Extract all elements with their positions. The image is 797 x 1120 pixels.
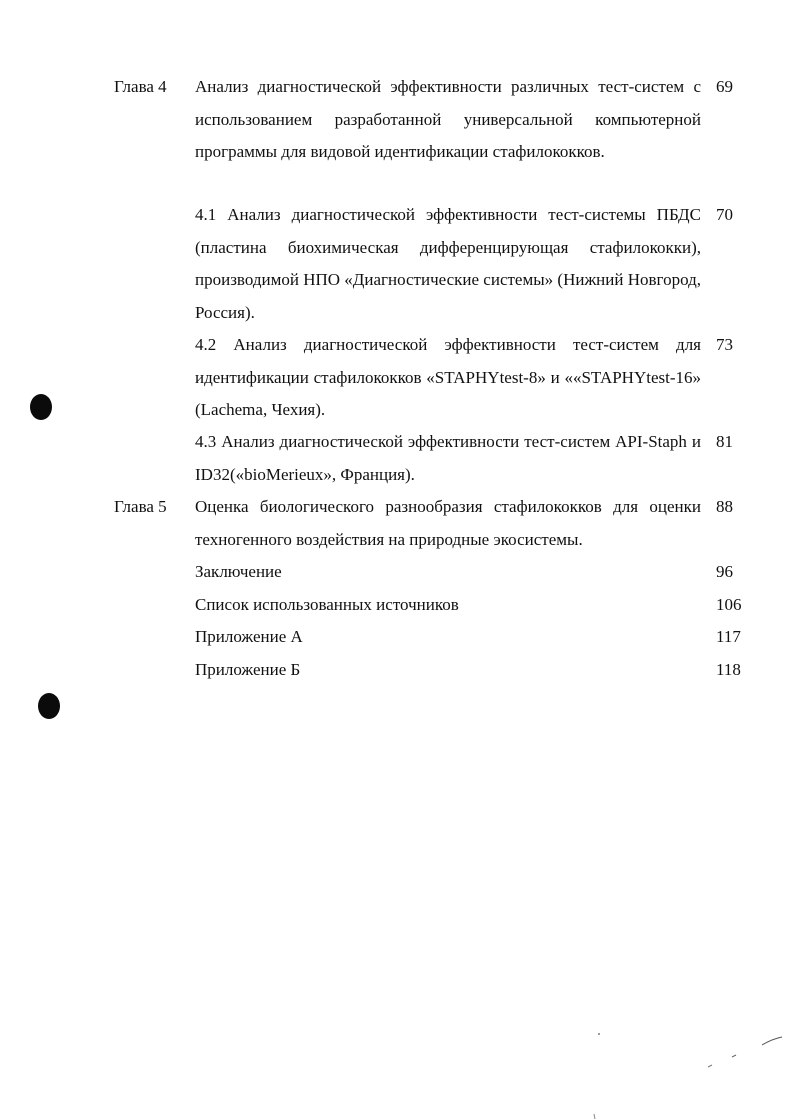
toc-entry-text: Приложение А [195, 627, 303, 646]
toc-entry-text: Оценка биологического разнообразия стафилококков для оценки техногенного воздействия на природные экосистемы. [195, 497, 701, 549]
toc-entry-text: 4.2 Анализ диагностической эффективности тест-систем для идентификации стафилококков «STAPHYtest-8» и ««STAPHYtest-16» (Lachema, Чехия). [195, 335, 701, 419]
page-number: 70 [716, 205, 733, 224]
toc-entry-text: Заключение [195, 562, 282, 581]
page-number: 96 [716, 562, 733, 581]
punch-hole [30, 394, 52, 420]
toc-entry-text: 4.3 Анализ диагностической эффективности тест-систем API-Staph и ID32(«bioMerieux», Франция). [195, 432, 701, 484]
page-number: 117 [716, 627, 741, 646]
scan-artifact [700, 1025, 790, 1115]
page-number: 73 [716, 335, 733, 354]
page-number: 118 [716, 660, 741, 679]
chapter-label: Глава 4 [114, 77, 167, 96]
toc-entry-text: 4.1 Анализ диагностической эффективности тест-системы ПБДС (пластина биохимическая дифференцирующая стафилококки), производимой НПО «Диагностические системы» (Нижний Новгород, Россия). [195, 205, 701, 322]
page-number: 88 [716, 497, 733, 516]
scan-artifact [590, 1030, 610, 1120]
page-number: 69 [716, 77, 733, 96]
punch-hole [38, 693, 60, 719]
toc-entry-text: Список использованных источников [195, 595, 459, 614]
page-number: 106 [716, 595, 742, 614]
toc-entry-text: Приложение Б [195, 660, 301, 679]
page-number: 81 [716, 432, 733, 451]
toc-entry-text: Анализ диагностической эффективности различных тест-систем с использованием разработанной универсальной компьютерной программы для видовой идентификации стафилококков. [195, 77, 701, 161]
chapter-label: Глава 5 [114, 497, 167, 516]
